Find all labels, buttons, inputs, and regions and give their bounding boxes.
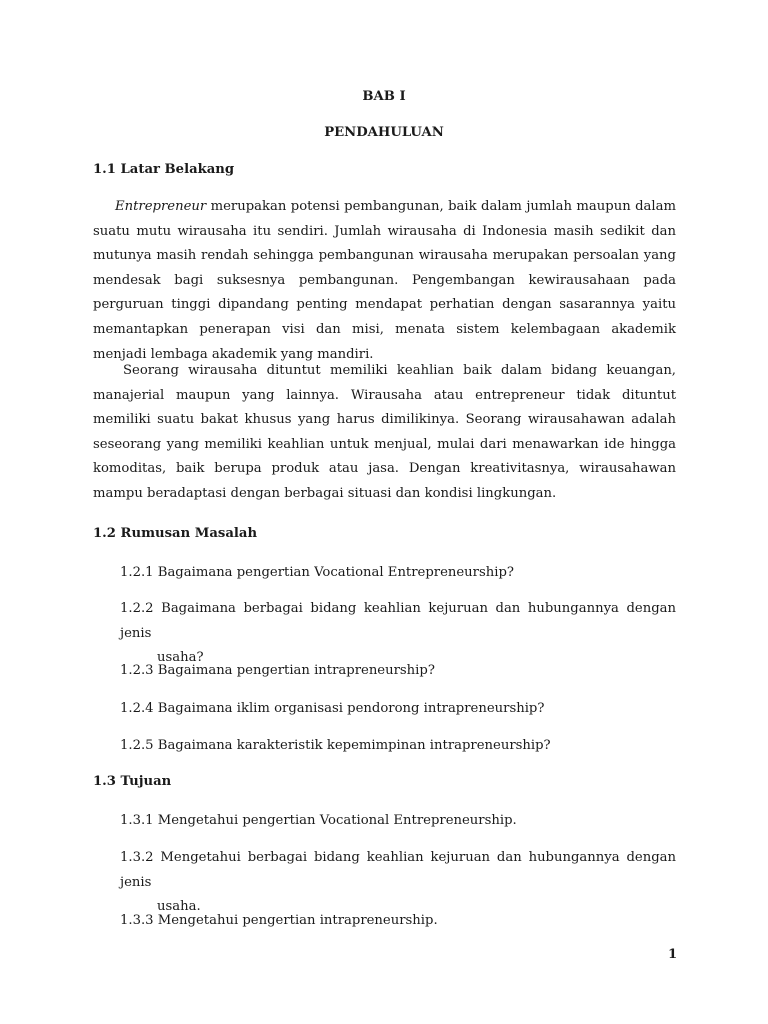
paragraph-latar-belakang-1 — [93, 195, 676, 367]
list-item: 1.2.2 Bagaimana berbagai bidang keahlian kejuruan dan hubungannya dengan jenis usaha? — [120, 601, 676, 666]
section-heading-rumusan-masalah: 1.2 Rumusan Masalah — [93, 526, 258, 541]
list-item: 1.3.1 Mengetahui pengertian Vocational Entrepreneurship. — [120, 813, 517, 828]
list-item: 1.2.5 Bagaimana karakteristik kepemimpinan intrapreneurship? — [120, 738, 551, 753]
chapter-number: BAB I — [362, 89, 406, 104]
section-heading-tujuan: 1.3 Tujuan — [93, 774, 172, 789]
list-item: 1.2.1 Bagaimana pengertian Vocational Entrepreneurship? — [120, 565, 514, 580]
list-item: 1.2.3 Bagaimana pengertian intrapreneurship? — [120, 663, 435, 678]
italic-lead-term: Entrepreneur — [115, 199, 207, 214]
paragraph-text: merupakan potensi pembangunan, baik dalam jumlah maupun dalam suatu mutu wirausaha itu sendiri. Jumlah wirausaha di Indonesia masih sedikit dan mutunya masih rendah sehingga pembangunan wirausaha merupakan persoalan yang mendesak bagi suksesnya pembangunan. Pengembangan kewirausahaan pada perguruan tinggi dipandang penting mendapat perhatian dengan sasarannya yaitu memantapkan penerapan visi dan misi, menata sistem kelembagaan akademik menjadi lembaga akademik yang mandiri. — [93, 199, 676, 362]
section-heading-latar-belakang: 1.1 Latar Belakang — [93, 162, 235, 177]
list-item: 1.2.4 Bagaimana iklim organisasi pendorong intrapreneurship? — [120, 701, 545, 716]
paragraph-text: Seorang wirausaha dituntut memiliki keahlian baik dalam bidang keuangan, manajerial maupun yang lainnya. Wirausaha atau entrepreneur tidak dituntut memiliki suatu bakat khusus yang harus dimilikinya. Seorang wirausahawan adalah seseorang yang memiliki keahlian untuk menjual, mulai dari menawarkan ide hingga komoditas, baik berupa produk atau jasa. Dengan kreativitasnya, wirausahawan mampu beradaptasi dengan berbagai situasi dan kondisi lingkungan. — [93, 363, 676, 501]
chapter-title: PENDAHULUAN — [324, 125, 444, 140]
list-item: 1.3.3 Mengetahui pengertian intrapreneurship. — [120, 913, 438, 928]
paragraph-latar-belakang-2 — [93, 359, 676, 507]
list-item: 1.3.2 Mengetahui berbagai bidang keahlian kejuruan dan hubungannya dengan jenis usaha. — [120, 850, 676, 915]
page-number: 1 — [668, 947, 678, 962]
